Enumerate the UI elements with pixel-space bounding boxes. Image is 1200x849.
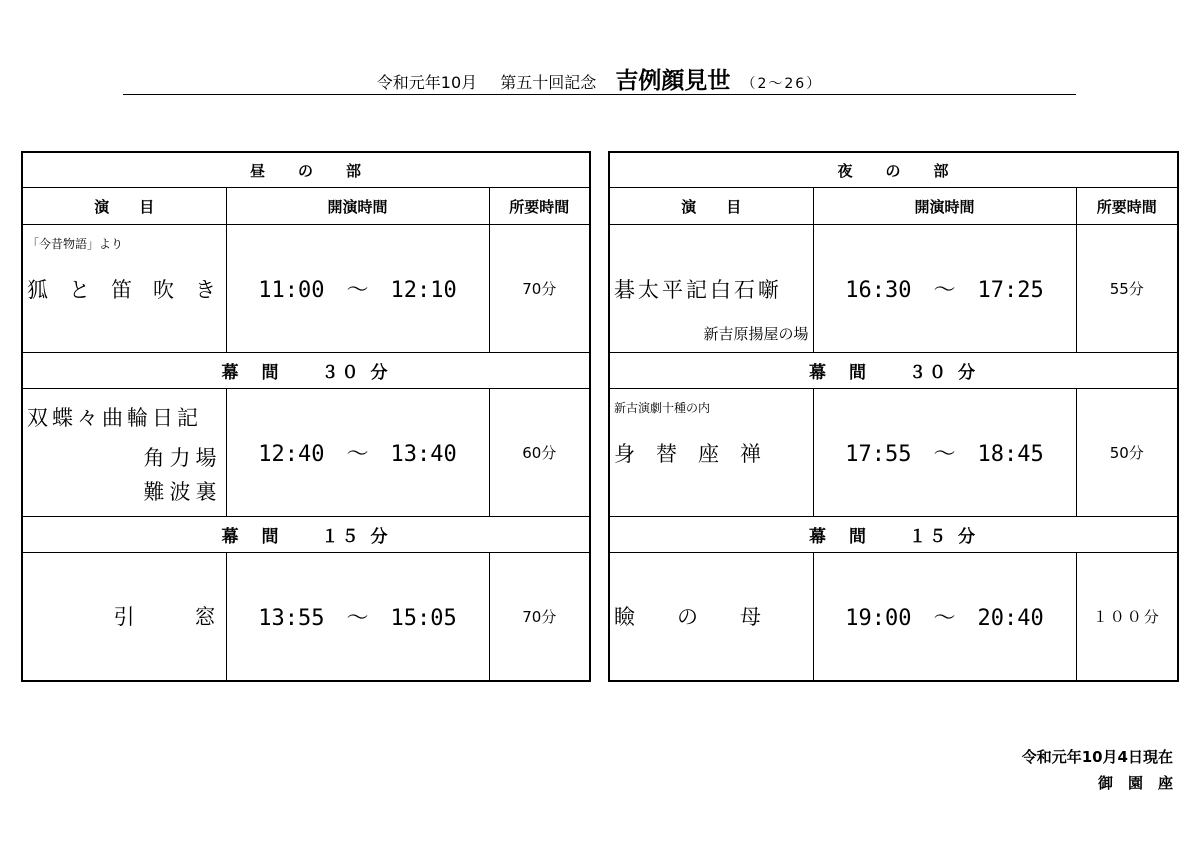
play-name: 瞼 の 母 xyxy=(614,605,761,630)
intermission: 幕 間 ３０ 分 xyxy=(22,353,590,389)
table-row xyxy=(22,225,590,353)
play-name: 碁太平記白石噺 xyxy=(614,277,782,302)
play-source: 「今昔物語」より xyxy=(27,237,124,251)
intermission: 幕 間 ３０ 分 xyxy=(609,353,1178,389)
day-program-table xyxy=(21,151,591,682)
play-duration: 55分 xyxy=(1076,225,1178,353)
table-row xyxy=(609,225,1178,353)
col-header-duration: 所要時間 xyxy=(1076,188,1178,225)
table-row xyxy=(22,389,590,517)
intermission: 幕 間 １５ 分 xyxy=(609,517,1178,553)
play-source: 新古演劇十種の内 xyxy=(614,401,711,415)
play-name: 身 替 座 禅 xyxy=(614,441,761,466)
play-cell xyxy=(609,225,813,353)
col-header-duration: 所要時間 xyxy=(489,188,590,225)
play-scene: 新吉原揚屋の場 xyxy=(703,325,809,343)
play-name: 引 窓 xyxy=(113,605,222,630)
play-duration: 70分 xyxy=(489,225,590,353)
night-program-table xyxy=(608,151,1179,682)
play-time: 11:00 ～ 12:10 xyxy=(226,225,489,353)
play-time: 12:40 ～ 13:40 xyxy=(226,389,489,517)
title-event: 第五十回記念 xyxy=(500,73,597,92)
play-duration: 70分 xyxy=(489,553,590,681)
play-time: 17:55 ～ 18:45 xyxy=(813,389,1076,517)
play-scene: 難波裏 xyxy=(143,480,222,504)
play-duration: １００分 xyxy=(1076,553,1178,681)
play-duration: 60分 xyxy=(489,389,590,517)
play-time: 16:30 ～ 17:25 xyxy=(813,225,1076,353)
title-main: 吉例顔見世 xyxy=(615,68,731,94)
night-section-header: 夜 の 部 xyxy=(609,152,1178,188)
intermission: 幕 間 １５ 分 xyxy=(22,517,590,553)
table-row xyxy=(609,553,1178,681)
play-scene: 角力場 xyxy=(143,446,222,470)
table-row xyxy=(609,389,1178,517)
play-time: 13:55 ～ 15:05 xyxy=(226,553,489,681)
footer xyxy=(1022,744,1173,796)
play-name: 狐 と 笛 吹 き xyxy=(27,277,216,302)
day-section-header: 昼 の 部 xyxy=(22,152,590,188)
venue-name: 御 園 座 xyxy=(1097,774,1173,792)
play-cell xyxy=(22,225,226,353)
page-title xyxy=(123,62,1076,95)
title-range: （2～26） xyxy=(741,76,823,92)
play-name: 双蝶々曲輪日記 xyxy=(27,406,202,430)
col-header-play: 演 目 xyxy=(609,188,813,225)
play-cell xyxy=(609,389,813,517)
col-header-play: 演 目 xyxy=(22,188,226,225)
play-cell xyxy=(22,389,226,517)
col-header-time: 開演時間 xyxy=(813,188,1076,225)
play-cell xyxy=(22,553,226,681)
as-of-date: 令和元年10月4日現在 xyxy=(1021,748,1173,766)
play-cell xyxy=(609,553,813,681)
table-row xyxy=(22,553,590,681)
col-header-time: 開演時間 xyxy=(226,188,489,225)
play-duration: 50分 xyxy=(1076,389,1178,517)
title-date: 令和元年10月 xyxy=(376,73,478,92)
play-time: 19:00 ～ 20:40 xyxy=(813,553,1076,681)
